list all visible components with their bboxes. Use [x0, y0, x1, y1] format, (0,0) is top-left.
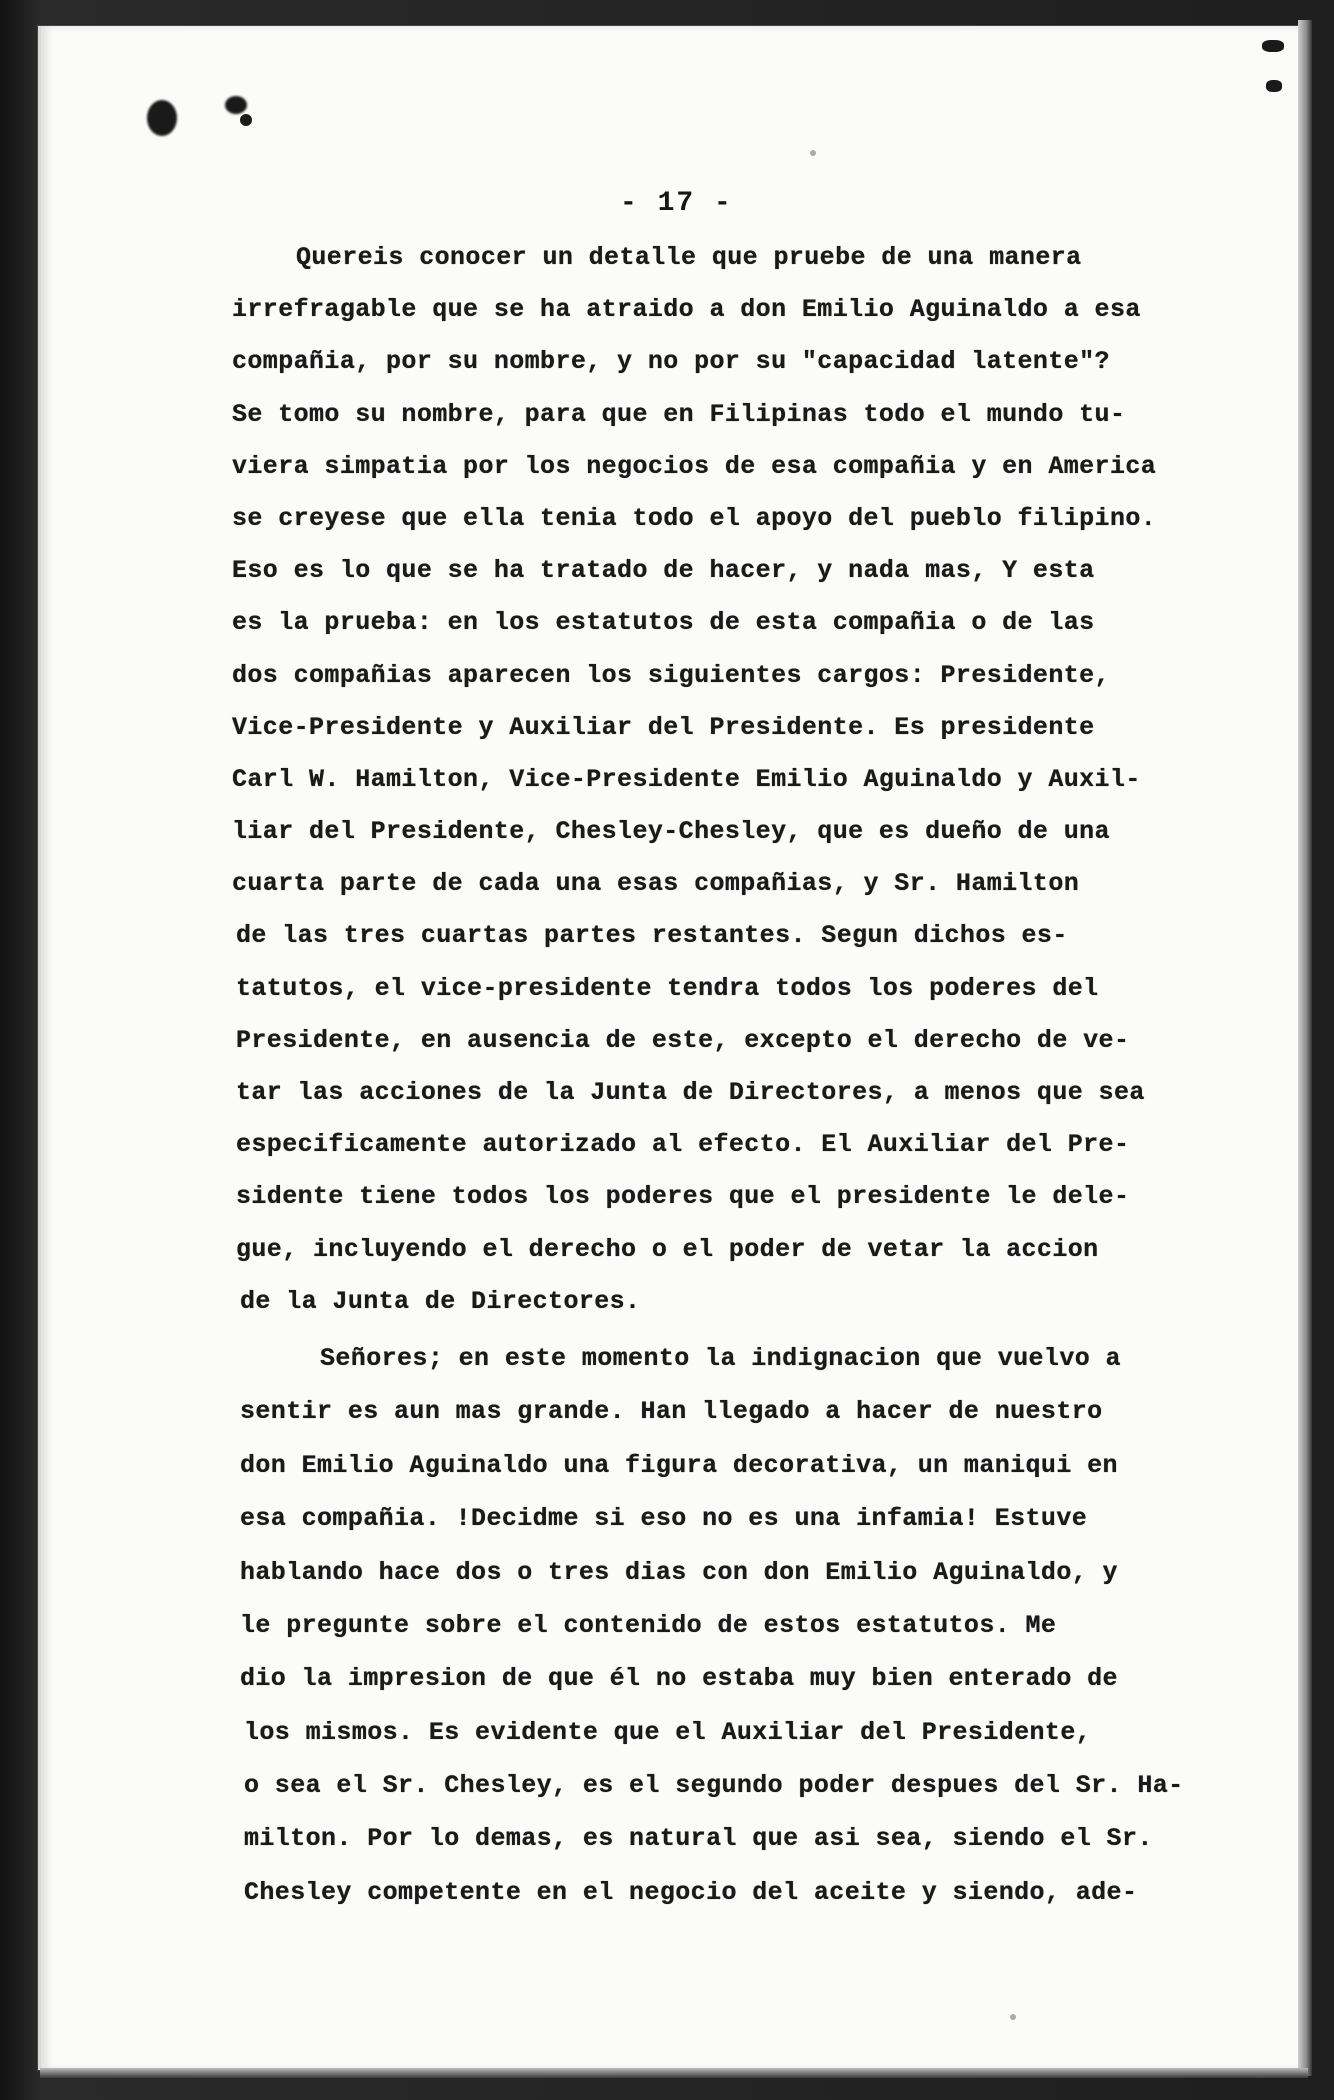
- text-line: Quereis conocer un detalle que pruebe de una manera: [296, 243, 1082, 272]
- paragraph-2: [232, 1332, 1192, 1919]
- text-line: se creyese que ella tenia todo el apoyo del pueblo filipino.: [232, 503, 1157, 533]
- text-line: le pregunte sobre el contenido de estos estatutos. Me: [240, 1610, 1057, 1640]
- binding-mark: [1266, 80, 1282, 92]
- binding-mark: [1262, 40, 1284, 52]
- text-line: don Emilio Aguinaldo una figura decorativa, un maniqui en: [240, 1450, 1118, 1480]
- text-line: tar las acciones de la Junta de Directores, a menos que sea: [236, 1078, 1145, 1107]
- text-line: hablando hace dos o tres dias con don Emilio Aguinaldo, y: [240, 1557, 1118, 1587]
- text-line: de las tres cuartas partes restantes. Segun dichos es-: [236, 921, 1068, 951]
- text-line: Señores; en este momento la indignacion que vuelvo a: [320, 1343, 1121, 1373]
- ink-blot: [147, 100, 177, 136]
- text-line: sentir es aun mas grande. Han llegado a hacer de nuestro: [240, 1397, 1103, 1427]
- text-line: irrefragable que se ha atraido a don Emilio Aguinaldo a esa: [232, 295, 1141, 325]
- text-line: Vice-Presidente y Auxiliar del Presidente. Es presidente: [232, 712, 1095, 742]
- text-line: compañia, por su nombre, y no por su "capacidad latente"?: [232, 347, 1110, 377]
- text-line: Eso es lo que se ha tratado de hacer, y nada mas, Y esta: [232, 556, 1095, 586]
- text-line: Chesley competente en el negocio del aceite y siendo, ade-: [244, 1877, 1138, 1907]
- page-number: - 17 -: [620, 188, 733, 219]
- text-line: especificamente autorizado al efecto. El Auxiliar del Pre-: [236, 1130, 1130, 1160]
- text-line: tatutos, el vice-presidente tendra todos los poderes del: [236, 973, 1099, 1003]
- text-line: gue, incluyendo el derecho o el poder de vetar la accion: [236, 1234, 1099, 1264]
- text-line: milton. Por lo demas, es natural que asi sea, siendo el Sr.: [244, 1824, 1153, 1854]
- text-line: sidente tiene todos los poderes que el presidente le dele-: [236, 1182, 1130, 1212]
- text-line: cuarta parte de cada una esas compañias, y Sr. Hamilton: [232, 869, 1080, 899]
- text-line: Carl W. Hamilton, Vice-Presidente Emilio Aguinaldo y Auxil-: [232, 764, 1141, 794]
- text-line: liar del Presidente, Chesley-Chesley, que es dueño de una: [232, 817, 1110, 847]
- text-line: Presidente, en ausencia de este, excepto el derecho de ve-: [236, 1025, 1130, 1055]
- ink-blot: [225, 96, 247, 114]
- text-line: esa compañia. !Decidme si eso no es una infamia! Estuve: [240, 1504, 1088, 1534]
- paper-speck: [810, 150, 816, 156]
- ink-blot: [240, 114, 252, 126]
- paper-speck: [1010, 2014, 1016, 2020]
- text-line: viera simpatia por los negocios de esa compañia y en America: [232, 451, 1157, 481]
- text-line: dos compañias aparecen los siguientes cargos: Presidente,: [232, 660, 1110, 690]
- paper-edge-right: [1298, 20, 1312, 2076]
- document-body: [232, 232, 1192, 1919]
- paper-edge-bottom: [40, 2068, 1308, 2078]
- text-line: dio la impresion de que él no estaba muy bien enterado de: [240, 1664, 1118, 1694]
- text-line: los mismos. Es evidente que el Auxiliar del Presidente,: [244, 1717, 1092, 1747]
- paragraph-1: [232, 232, 1192, 1328]
- text-line: Se tomo su nombre, para que en Filipinas todo el mundo tu-: [232, 399, 1126, 429]
- text-line: o sea el Sr. Chesley, es el segundo poder despues del Sr. Ha-: [244, 1771, 1184, 1801]
- text-line: es la prueba: en los estatutos de esta compañia o de las: [232, 608, 1095, 638]
- text-line: de la Junta de Directores.: [240, 1286, 641, 1316]
